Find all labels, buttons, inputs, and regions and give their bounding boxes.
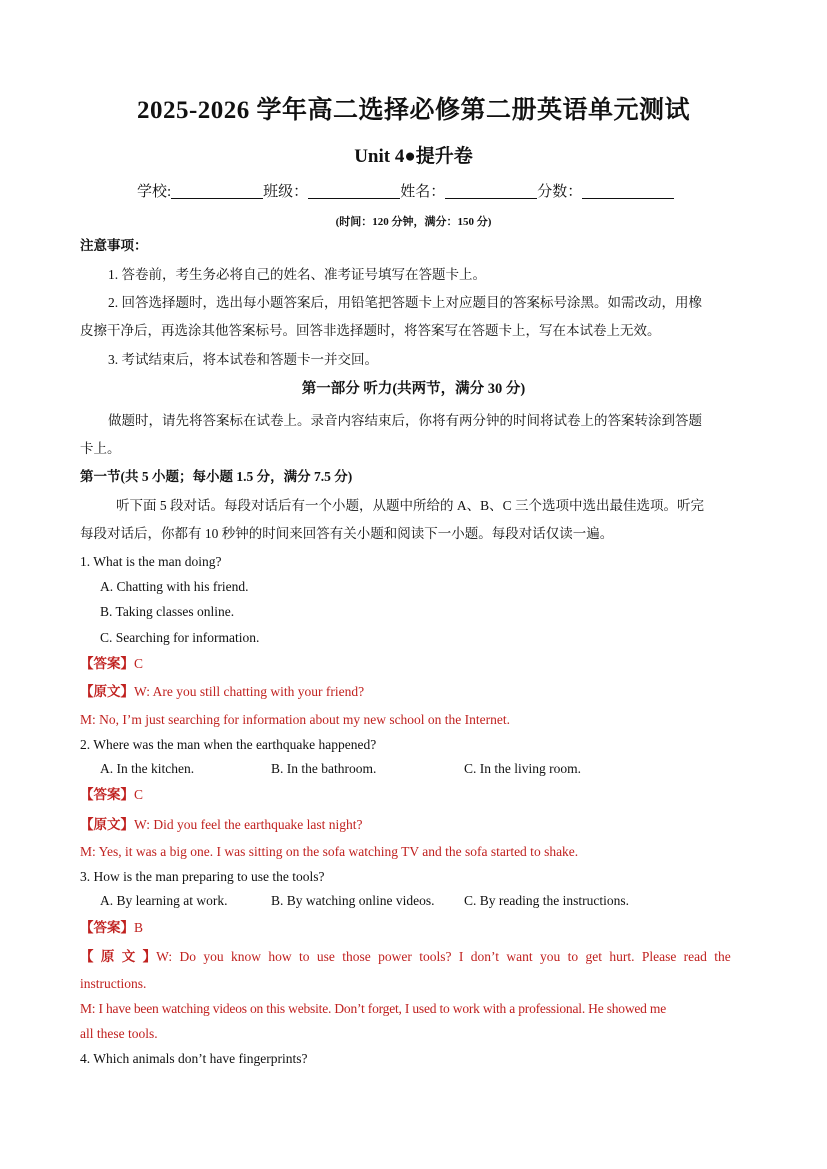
class-blank[interactable]: [308, 182, 400, 199]
name-blank[interactable]: [445, 182, 537, 199]
student-info-row: [137, 180, 674, 201]
q3-script-w-line-1: [80, 948, 750, 966]
score-label: 分数：: [537, 184, 583, 200]
q3-script-label: 【 原 文 】: [80, 949, 157, 964]
q2-script-m: M: Yes, it was a big one. I was sitting on the sofa watching TV and the sofa started to shake.: [80, 844, 579, 859]
q2-script-w: [80, 816, 750, 834]
part1-heading: 第一部分 听力(共两节，满分 30 分): [301, 381, 526, 397]
q2-option-a: A. In the kitchen.: [100, 761, 195, 776]
q1-answer: [80, 655, 750, 673]
q2-answer-value: C: [134, 787, 144, 802]
notice-item-2-line-2: 皮擦干净后，再选涂其他答案标号。回答非选择题时，将答案写在答题卡上，写在本试卷上无效。: [80, 323, 661, 338]
q2-stem: 2. Where was the man when the earthquake happened?: [80, 737, 377, 752]
q1-script-w-text: W: Are you still chatting with your friend?: [134, 684, 365, 699]
q1-stem: 1. What is the man doing?: [80, 554, 222, 569]
school-label: 学校:: [137, 184, 172, 200]
q1-script-w: [80, 683, 750, 701]
q3-stem: 3. How is the man preparing to use the tools?: [80, 869, 325, 884]
q2-script-w-text: W: Did you feel the earthquake last night?: [134, 817, 363, 832]
school-blank[interactable]: [171, 182, 263, 199]
section1-directions-line-2: 每段对话后，你都有 10 秒钟的时间来回答有关小题和阅读下一小题。每段对话仅读一遍。: [80, 526, 614, 541]
q2-answer: [80, 786, 750, 804]
name-label: 姓名：: [400, 184, 446, 200]
q3-script-m-line-1: M: I have been watching videos on this website. Don’t forget, I used to work with a professional. He showed me: [80, 1001, 667, 1016]
q2-script-label: 【原文】: [80, 817, 134, 832]
q1-option-a: A. Chatting with his friend.: [100, 579, 249, 594]
q1-option-b: B. Taking classes online.: [100, 604, 235, 619]
q2-answer-label: 【答案】: [80, 787, 134, 802]
q3-script-w-text-1: W: Do you know how to use those power tools? I don’t want you to get hurt. Please read the: [156, 949, 731, 964]
q2-option-c: C. In the living room.: [464, 761, 581, 776]
notice-item-1: 1. 答卷前，考生务必将自己的姓名、准考证号填写在答题卡上。: [108, 267, 486, 282]
q3-option-c: C. By reading the instructions.: [464, 893, 629, 908]
q3-option-a: A. By learning at work.: [100, 893, 228, 908]
q3-answer: [80, 919, 750, 937]
q1-script-m: M: No, I’m just searching for information about my new school on the Internet.: [80, 712, 511, 727]
q2-option-b: B. In the bathroom.: [271, 761, 377, 776]
section1-directions-line-1: 听下面 5 段对话。每段对话后有一个小题，从题中所给的 A、B、C 三个选项中选出最佳选项。听完: [116, 498, 705, 513]
q3-script-m-line-2: all these tools.: [80, 1026, 158, 1041]
part1-intro-line-2: 卡上。: [80, 441, 121, 456]
class-label: 班级：: [263, 184, 309, 200]
q1-answer-label: 【答案】: [80, 656, 134, 671]
q3-answer-label: 【答案】: [80, 920, 134, 935]
section1-heading: 第一节(共 5 小题；每小题 1.5 分，满分 7.5 分): [80, 469, 353, 484]
q3-option-b: B. By watching online videos.: [271, 893, 435, 908]
exam-title: 2025-2026 学年高二选择必修第二册英语单元测试: [136, 97, 691, 124]
score-blank[interactable]: [582, 182, 674, 199]
notice-item-3: 3. 考试结束后，将本试卷和答题卡一并交回。: [108, 352, 378, 367]
q3-answer-value: B: [134, 920, 144, 935]
q3-script-w-line-2: instructions.: [80, 976, 147, 991]
q1-option-c: C. Searching for information.: [100, 630, 260, 645]
q4-stem: 4. Which animals don’t have fingerprints?: [80, 1051, 308, 1066]
notice-heading: 注意事项：: [80, 238, 148, 253]
part1-intro-line-1: 做题时，请先将答案标在试卷上。录音内容结束后，你将有两分钟的时间将试卷上的答案转涂到答题: [108, 413, 702, 428]
exam-subtitle: Unit 4●提升卷: [354, 146, 473, 167]
q1-script-label: 【原文】: [80, 684, 134, 699]
time-note: (时间：120 分钟，满分：150 分): [335, 216, 492, 228]
q1-answer-value: C: [134, 656, 144, 671]
notice-item-2-line-1: 2. 回答选择题时，选出每小题答案后，用铅笔把答题卡上对应题目的答案标号涂黑。如需改动，用橡: [108, 295, 702, 310]
